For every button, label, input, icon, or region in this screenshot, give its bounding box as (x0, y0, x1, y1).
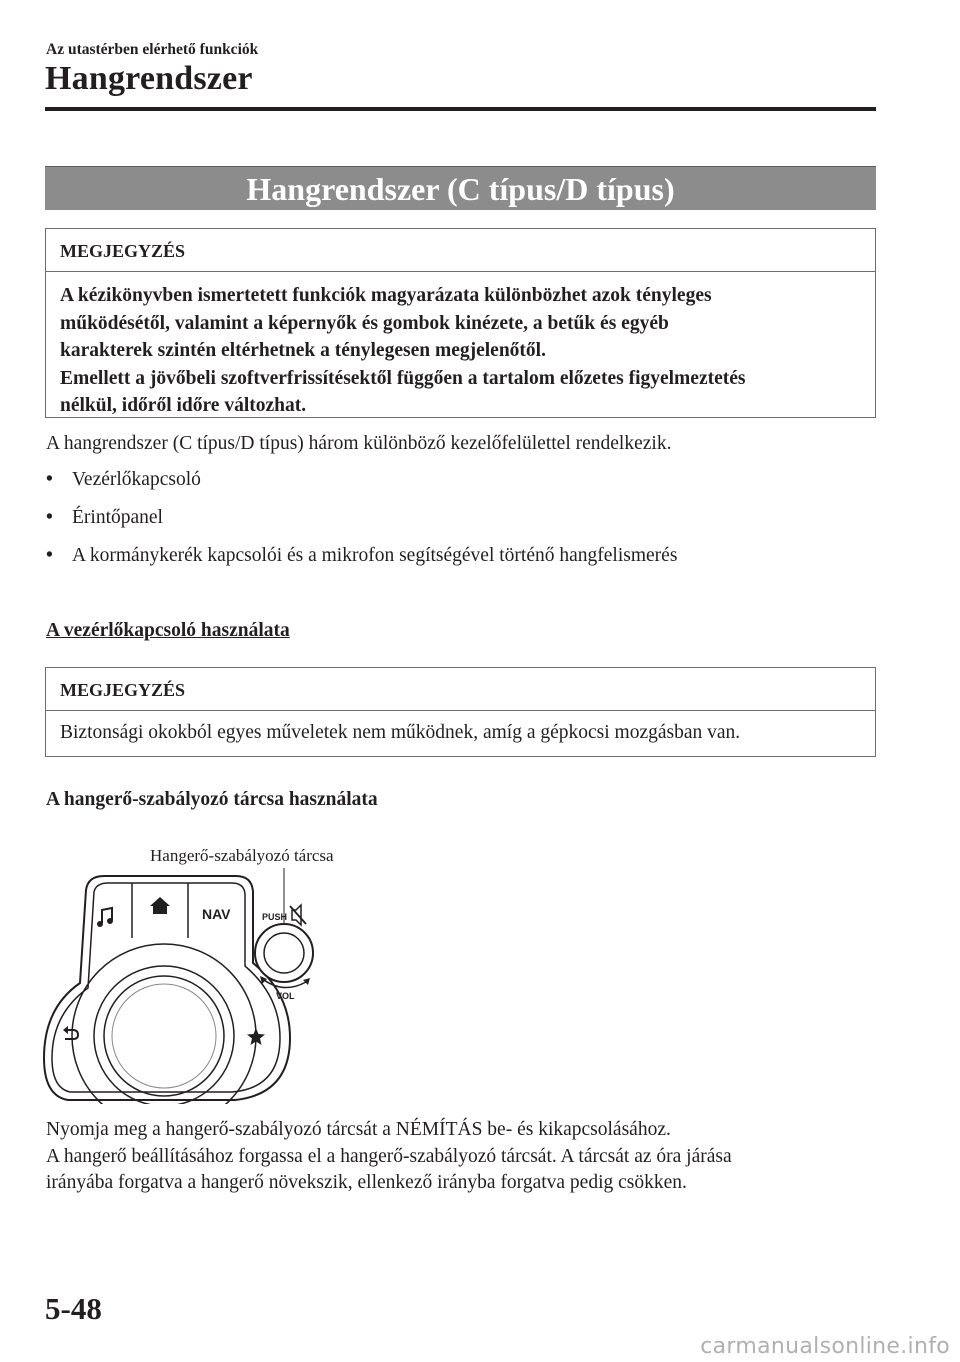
mute-icon (290, 905, 306, 925)
watermark: carmanualsonline.info (700, 1334, 950, 1359)
subsection-heading: A vezérlőkapcsoló használata (46, 620, 290, 641)
list-item-text: Érintőpanel (72, 507, 163, 528)
body-line: A hangerő beállításához forgassa el a hangerő-szabályozó tárcsát. A tárcsát az óra járása (46, 1145, 732, 1167)
figure-callout-label: Hangerő-szabályozó tárcsa (150, 846, 334, 865)
note-box (45, 667, 876, 757)
body-line: irányába forgatva a hangerő növekszik, ellenkező irányba forgatva pedig csökken. (46, 1172, 687, 1193)
note-heading: MEGJEGYZÉS (46, 668, 875, 711)
note-box (45, 228, 876, 418)
push-label: PUSH (262, 912, 288, 922)
breadcrumb: Az utastérben elérhető funkciók (46, 41, 259, 58)
bullet-icon: • (46, 545, 53, 566)
title-divider (45, 107, 876, 111)
bullet-icon: • (46, 507, 53, 528)
list-item (46, 545, 677, 567)
list-item (46, 469, 201, 491)
note-line: működésétől, valamint a képernyők és gombok kinézete, a betűk és egyéb (60, 312, 669, 334)
note-body (46, 272, 875, 420)
body-line: Nyomja meg a hangerő-szabályozó tárcsát a NÉMÍTÁS be- és kikapcsolásához. (46, 1119, 671, 1140)
page-number: 5-48 (45, 1291, 102, 1326)
section-banner: Hangrendszer (C típus/D típus) (45, 166, 876, 210)
list-item (46, 507, 163, 529)
note-line: karakterek szintén eltérhetnek a ténylegesen megjelenőtől. (60, 340, 546, 361)
bullet-icon: • (46, 469, 53, 490)
note-line: A kézikönyvben ismertetett funkciók magyarázata különbözhet azok tényleges (60, 285, 712, 306)
vol-label: VOL (276, 991, 295, 1001)
page-title: Hangrendszer (45, 60, 253, 97)
commander-switch-illustration (40, 868, 340, 1104)
note-line: Emellett a jövőbeli szoftverfrissítésektől függően a tartalom előzetes figyelmeztetés (60, 367, 746, 389)
note-heading: MEGJEGYZÉS (46, 229, 875, 272)
list-item-text: Vezérlőkapcsoló (72, 469, 201, 490)
nav-button-label: NAV (202, 906, 231, 922)
note-line: nélkül, időről időre változhat. (60, 395, 307, 416)
intro-paragraph: A hangrendszer (C típus/D típus) három különböző kezelőfelülettel rendelkezik. (46, 433, 672, 454)
subsubsection-heading: A hangerő-szabályozó tárcsa használata (46, 789, 378, 810)
body-paragraph (46, 1117, 732, 1197)
note-body: Biztonsági okokból egyes műveletek nem működnek, amíg a gépkocsi mozgásban van. (60, 722, 741, 743)
arrow-right-icon (303, 978, 310, 985)
list-item-text: A kormánykerék kapcsolói és a mikrofon segítségével történő hangfelismerés (72, 545, 678, 566)
